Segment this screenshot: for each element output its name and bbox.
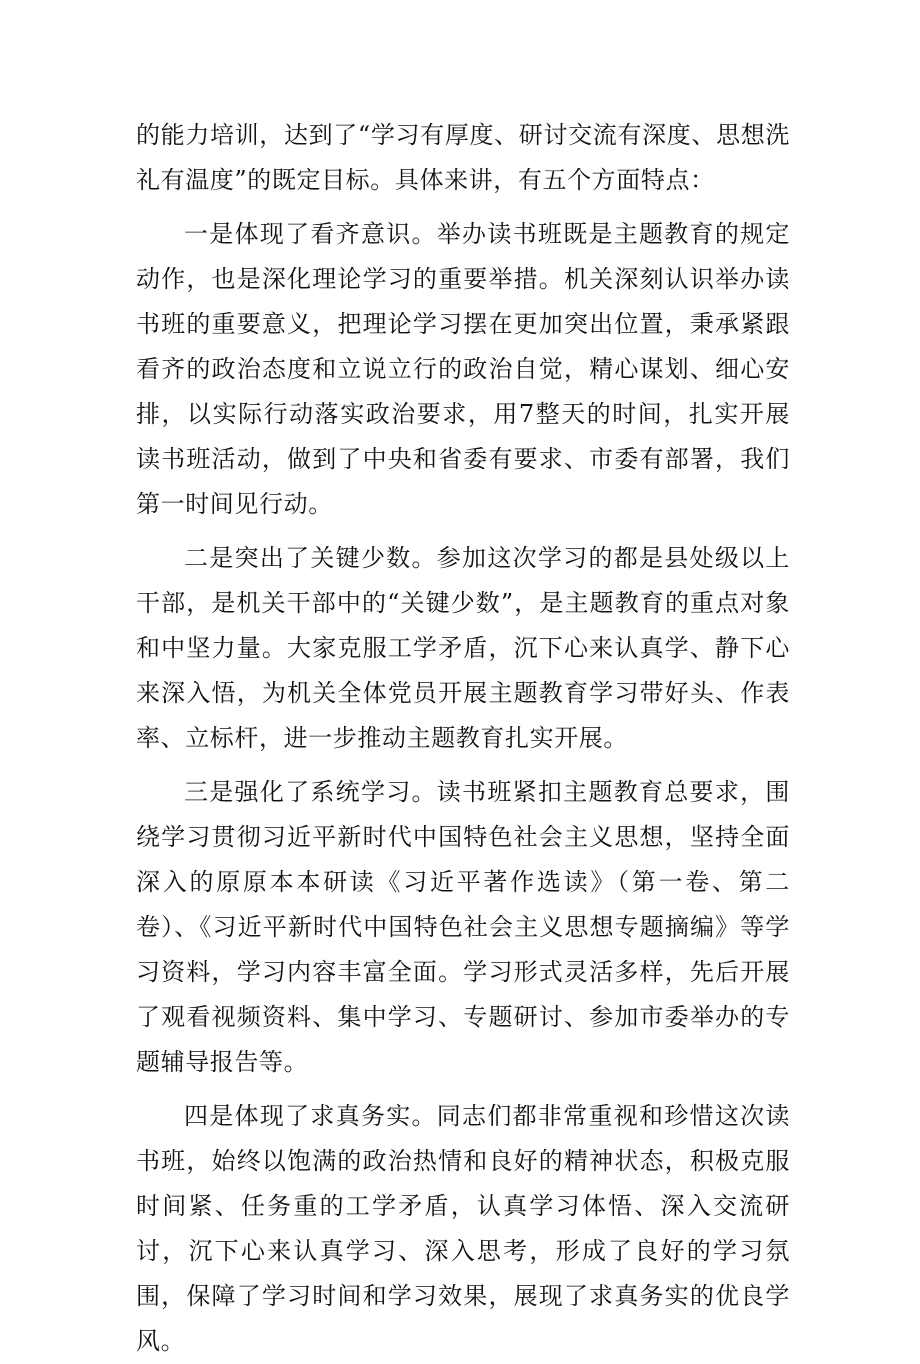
document-body bbox=[136, 113, 790, 1364]
paragraph-continuation: 的能力培训，达到了“学习有厚度、研讨交流有深度、思想洗礼有温度”的既定目标。具体来讲，有五个方面特点： bbox=[136, 121, 790, 194]
paragraph-point-three: 三是强化了系统学习。读书班紧扣主题教育总要求，围绕学习贯彻习近平新时代中国特色社会主义思想，坚持全面深入的原原本本研读《习近平著作选读》（第一卷、第二卷）、《习近平新时代中国特色社会主义思想专题摘编》等学习资料，学习内容丰富全面。学习形式灵活多样，先后开展了观看视频资料、集中学习、专题研讨、参加市委举办的专题辅导报告等。 bbox=[136, 778, 790, 1076]
paragraph-point-one: 一是体现了看齐意识。举办读书班既是主题教育的规定动作，也是深化理论学习的重要举措。机关深刻认识举办读书班的重要意义，把理论学习摆在更加突出位置，秉承紧跟看齐的政治态度和立说立行的政治自觉，精心谋划、细心安排，以实际行动落实政治要求，用7整天的时间，扎实开展读书班活动，做到了中央和省委有要求、市委有部署，我们第一时间见行动。 bbox=[136, 220, 790, 518]
paragraph-point-two: 二是突出了关键少数。参加这次学习的都是县处级以上干部，是机关干部中的“关键少数”，是主题教育的重点对象和中坚力量。大家克服工学矛盾，沉下心来认真学、静下心来深入悟，为机关全体党员开展主题教育学习带好头、作表率、立标杆，进一步推动主题教育扎实开展。 bbox=[136, 544, 790, 752]
paragraph-point-four: 四是体现了求真务实。同志们都非常重视和珍惜这次读书班，始终以饱满的政治热情和良好的精神状态，积极克服时间紧、任务重的工学矛盾，认真学习体悟、深入交流研讨，沉下心来认真学习、深入思考，形成了良好的学习氛围，保障了学习时间和学习效果，展现了求真务实的优良学风。 bbox=[136, 1102, 790, 1355]
